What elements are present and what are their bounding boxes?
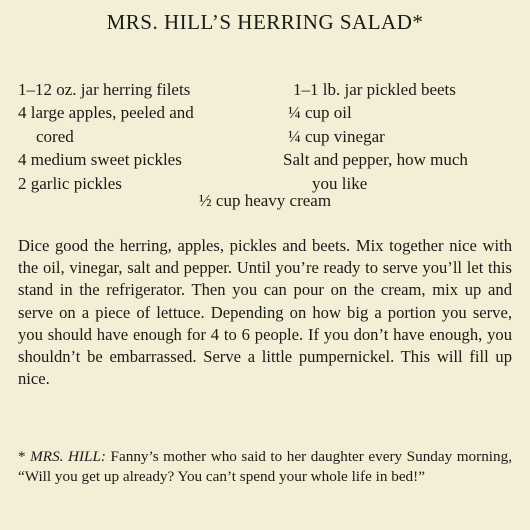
footnote-label: MRS. HILL: xyxy=(30,448,106,465)
footnote-text: Fanny’s mother who said to her daughter every Sunday morning, “Will you get up already? You can’t spend your whole life in bed!” xyxy=(18,448,513,485)
ingredient-line: ¼ cup oil xyxy=(288,103,352,123)
ingredient-line: 4 large apples, peeled and xyxy=(18,103,194,123)
ingredient-line: 2 garlic pickles xyxy=(18,173,122,193)
recipe-title: MRS. HILL’S HERRING SALAD* xyxy=(106,10,424,34)
ingredient-heavy-cream: ½ cup heavy cream xyxy=(198,191,332,210)
ingredient-line: 1–1 lb. jar pickled beets xyxy=(293,80,456,99)
footnote-marker: * xyxy=(18,448,26,465)
ingredient-line: 4 medium sweet pickles xyxy=(18,150,182,170)
ingredient-line: 1–12 oz. jar herring filets xyxy=(18,80,191,99)
ingredient-line: you like xyxy=(312,173,368,193)
ingredient-line: cored xyxy=(36,126,74,146)
ingredients-right-column xyxy=(0,78,530,195)
footnote xyxy=(18,447,512,487)
recipe-instructions: Dice good the herring, apples, pickles and beets. Mix together nice with the oil, vinegar, salt and pepper. Until you’re ready to serve you’ll let this stand in the refrigerator. Then you can pour on the cream, mix up and serve on a piece of lettuce. Depending on how big a portion you serve, you should have enough for 4 to 6 people. If you don’t have enough, you shouldn’t be embarrassed. Serve a little pumpernickel. This will fill up nice. xyxy=(18,236,512,389)
ingredient-line: ¼ cup vinegar xyxy=(288,126,385,146)
ingredient-line: Salt and pepper, how much xyxy=(283,150,468,170)
